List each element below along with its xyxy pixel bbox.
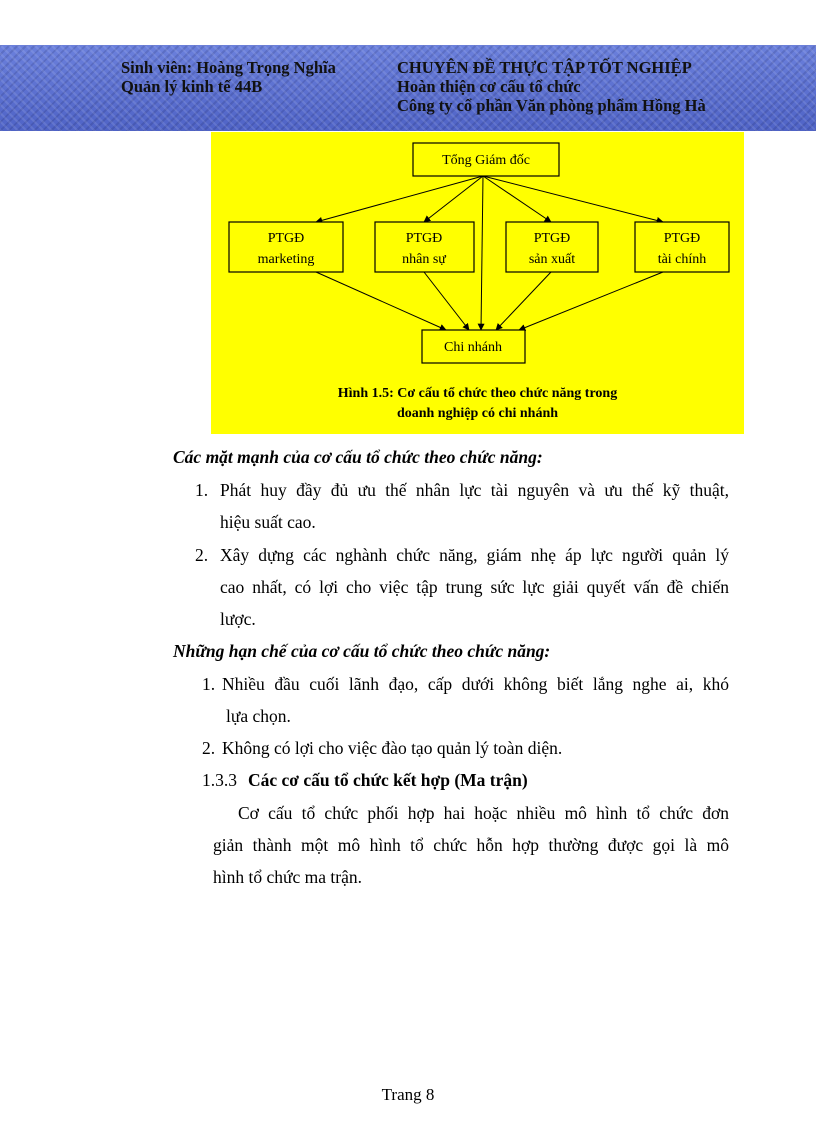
strength-line: cao nhất, có lợi cho việc tập trung sức lực giải quyết vấn đề chiến — [220, 577, 729, 597]
company-name: Công ty cổ phần Văn phòng phẩm Hồng Hà — [397, 96, 706, 115]
figure-caption-line-2: doanh nghiệp có chi nhánh — [396, 406, 559, 421]
weakness-line: Không có lợi cho việc đào tạo quản lý toàn diện. — [222, 738, 563, 758]
dept-title: PTGĐ — [267, 231, 305, 246]
dept-box-san-xuat — [506, 222, 598, 272]
weakness-number: 1. — [202, 674, 216, 694]
dept-title: PTGĐ — [405, 231, 443, 246]
section-title: Các cơ cấu tổ chức kết hợp (Ma trận) — [248, 770, 528, 790]
student-class: Quản lý kinh tế 44B — [121, 77, 263, 96]
dept-box-nhan-su — [375, 222, 474, 272]
page-number: Trang 8 — [381, 1085, 435, 1104]
section-paragraph-line: hình tổ chức ma trận. — [213, 867, 362, 887]
figure-caption — [211, 384, 744, 424]
dept-to-branch-arrows — [316, 272, 663, 330]
dept-name: marketing — [257, 252, 315, 267]
dept-title: PTGĐ — [533, 231, 571, 246]
branch-label: Chi nhánh — [444, 340, 502, 355]
strength-line: lược. — [220, 609, 256, 629]
strength-line: hiệu suất cao. — [220, 512, 316, 532]
dept-box-tai-chinh — [635, 222, 729, 272]
student-name: Sinh viên: Hoàng Trọng Nghĩa — [121, 58, 336, 77]
strength-line: Xây dựng các nghành chức năng, giám nhẹ áp lực người quản lý — [220, 545, 729, 565]
dept-box-marketing — [229, 222, 343, 272]
dept-name: nhân sự — [402, 252, 446, 267]
section-paragraph-line: Cơ cấu tổ chức phối hợp hai hoặc nhiều mô hình tổ chức đơn — [238, 803, 729, 823]
section-number: 1.3.3 — [202, 770, 237, 790]
page-header-banner — [0, 45, 816, 131]
strength-line: Phát huy đầy đủ ưu thế nhân lực tài nguyên và ưu thế kỹ thuật, — [220, 480, 729, 500]
branch-box — [422, 330, 525, 363]
ceo-box — [413, 143, 559, 176]
strengths-heading: Các mặt mạnh của cơ cấu tổ chức theo chức năng: — [173, 447, 543, 467]
section-paragraph-line: giản thành một mô hình tổ chức hỗn hợp thường được gọi là mô — [213, 835, 729, 855]
dept-title: PTGĐ — [663, 231, 701, 246]
strength-number: 1. — [195, 480, 209, 500]
dept-name: tài chính — [657, 252, 707, 267]
weaknesses-heading: Những hạn chế của cơ cấu tổ chức theo chức năng: — [173, 641, 551, 661]
org-chart-figure — [211, 132, 744, 434]
weakness-line: Nhiều đầu cuối lãnh đạo, cấp dưới không biết lắng nghe ai, khó — [222, 674, 729, 694]
strength-number: 2. — [195, 545, 209, 565]
weakness-line: lựa chọn. — [226, 706, 291, 726]
ceo-label: Tổng Giám đốc — [442, 153, 530, 168]
dept-name: sản xuất — [528, 252, 576, 267]
report-topic: CHUYÊN ĐỀ THỰC TẬP TỐT NGHIỆP — [397, 58, 692, 77]
top-to-dept-arrows — [316, 176, 663, 330]
report-subtitle: Hoàn thiện cơ cấu tổ chức — [397, 77, 581, 96]
weakness-number: 2. — [202, 738, 216, 758]
figure-caption-line-1: Hình 1.5: Cơ cấu tổ chức theo chức năng trong — [337, 386, 618, 401]
